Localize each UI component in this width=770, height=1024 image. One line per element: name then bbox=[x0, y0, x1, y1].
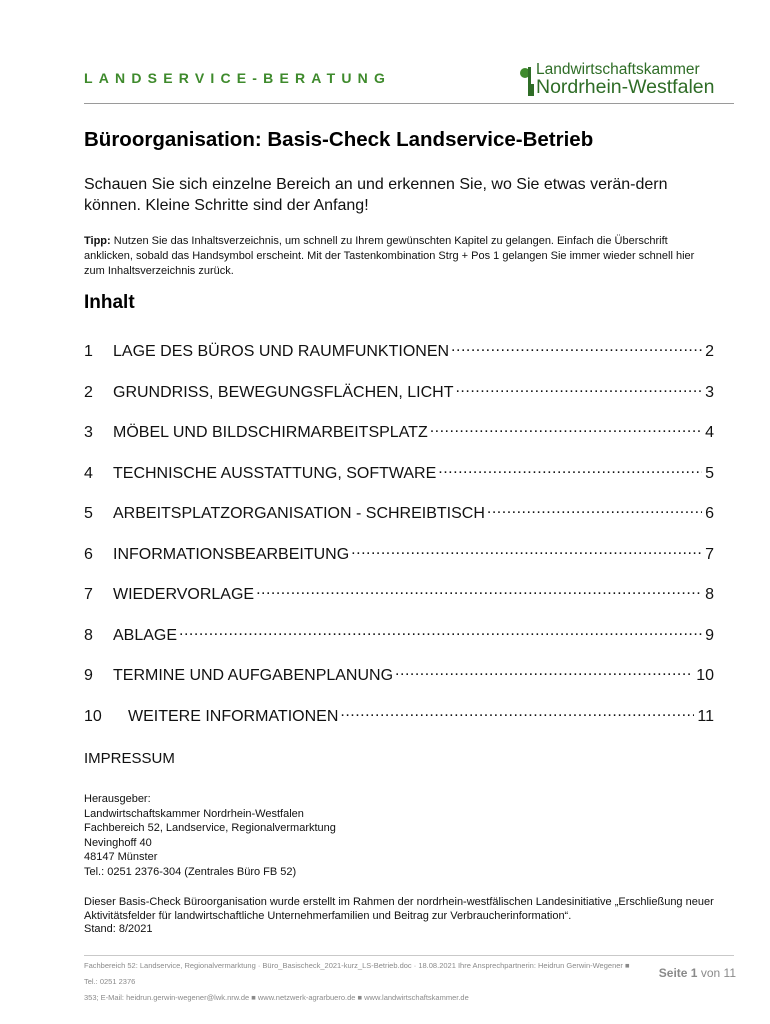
page-total: 11 bbox=[723, 966, 736, 980]
toc-dot-leader bbox=[487, 500, 702, 518]
toc-entry-number: 2 bbox=[84, 383, 93, 401]
header-title: LANDSERVICE-BERATUNG bbox=[84, 70, 392, 86]
toc-entry-label: MÖBEL UND BILDSCHIRMARBEITSPLATZ bbox=[113, 424, 428, 441]
toc-entry-label: TECHNISCHE AUSSTATTUNG, SOFTWARE bbox=[113, 464, 437, 482]
toc-entry-label: WEITERE INFORMATIONEN bbox=[128, 707, 339, 725]
toc-entry-page: 2 bbox=[705, 343, 714, 360]
toc-entry-3[interactable] bbox=[84, 419, 714, 441]
toc-entry-number: 3 bbox=[84, 424, 93, 441]
publisher-line: Landwirtschaftskammer Nordrhein-Westfalen bbox=[84, 807, 304, 820]
toc-dot-leader bbox=[256, 581, 702, 599]
toc-entry-10[interactable] bbox=[84, 703, 714, 725]
toc-entry-number: 8 bbox=[84, 626, 93, 644]
toc-dot-leader bbox=[179, 622, 702, 640]
toc-entry-page: 5 bbox=[705, 464, 714, 482]
toc-entry-9[interactable] bbox=[84, 662, 714, 684]
toc-entry-number: 6 bbox=[84, 545, 93, 563]
toc-entry-page: 6 bbox=[705, 505, 714, 522]
toc-dot-leader bbox=[395, 662, 693, 680]
initiative-note-text: Dieser Basis-Check Büroorganisation wurde erstellt im Rahmen der nordrhein-westfälischen Landesinitiative „Erschließung neuer Aktivitätsfelder für landwirtschaftliche Unternehmerfamilien und Beitrag zur Verbraucherinformation“. bbox=[84, 896, 714, 922]
document-title: Büroorganisation: Basis-Check Landservice-Betrieb bbox=[84, 128, 594, 151]
toc-entry-page: 7 bbox=[705, 545, 714, 563]
toc-entry-page: 9 bbox=[705, 626, 714, 644]
publisher-line: Nevinghoff 40 bbox=[84, 836, 152, 849]
toc-entry-number: 5 bbox=[84, 505, 93, 522]
toc-dot-leader bbox=[351, 541, 702, 559]
toc-entry-page: 8 bbox=[705, 586, 714, 603]
toc-entry-page: 3 bbox=[705, 383, 714, 401]
toc-entry-label: LAGE DES BÜROS UND RAUMFUNKTIONEN bbox=[113, 343, 450, 360]
initiative-note bbox=[84, 896, 714, 937]
tip-paragraph bbox=[84, 234, 714, 280]
toc-dot-leader bbox=[455, 379, 702, 397]
tip-label: Tipp: bbox=[84, 235, 111, 247]
toc-entry-number: 9 bbox=[84, 667, 93, 684]
header-divider bbox=[84, 103, 734, 104]
toc-entry-5[interactable] bbox=[84, 500, 714, 522]
toc-entry-label: ABLAGE bbox=[113, 626, 178, 644]
toc-entry-label: TERMINE UND AUFGABENPLANUNG bbox=[113, 667, 394, 684]
page-separator: von bbox=[700, 966, 721, 980]
publisher-line: 48147 Münster bbox=[84, 851, 158, 864]
footer-line: 353; E-Mail: heidrun.gerwin-wegener@lwk.nrw.de ■ www.netzwerk-agrarbuero.de ■ www.landwirtschaftskammer.de bbox=[84, 993, 469, 1002]
toc-dot-leader bbox=[438, 460, 702, 478]
logo-text-line2: Nordrhein-Westfalen bbox=[536, 76, 715, 98]
toc-entry-label: GRUNDRISS, BEWEGUNGSFLÄCHEN, LICHT bbox=[113, 383, 454, 401]
toc-entry-label: ARBEITSPLATZORGANISATION - SCHREIBTISCH bbox=[113, 505, 485, 522]
toc-dot-leader bbox=[451, 338, 702, 356]
toc-entry-page: 10 bbox=[696, 667, 714, 684]
toc-dot-leader bbox=[430, 419, 702, 437]
impressum-heading: IMPRESSUM bbox=[84, 750, 175, 767]
toc-entry-7[interactable] bbox=[84, 581, 714, 603]
logo-text-line1: Landwirtschaftskammer bbox=[536, 61, 700, 78]
footer-contact bbox=[84, 958, 644, 1006]
toc-entry-number: 10 bbox=[84, 707, 102, 725]
toc-entry-page: 11 bbox=[697, 707, 714, 725]
page-current: 1 bbox=[690, 966, 698, 980]
toc-entry-number: 1 bbox=[84, 343, 93, 360]
tree-icon bbox=[520, 64, 536, 98]
toc-entry-6[interactable] bbox=[84, 541, 714, 563]
stand-date: Stand: 8/2021 bbox=[84, 923, 153, 936]
footer-line: Fachbereich 52: Landservice, Regionalvermarktung · Büro_Basischeck_2021-kurz_LS-Betrieb.doc · 18.08.2021 Ihre Ansprechpartnerin: Heidrun Gerwin-Wegener ■ Tel.: 0251 2376 bbox=[84, 961, 630, 986]
toc-entry-2[interactable] bbox=[84, 379, 714, 401]
publisher-block bbox=[84, 792, 484, 880]
lwk-logo bbox=[520, 60, 740, 100]
toc-entry-4[interactable] bbox=[84, 460, 714, 482]
toc-entry-number: 7 bbox=[84, 586, 93, 603]
publisher-line: Fachbereich 52, Landservice, Regionalvermarktung bbox=[84, 822, 336, 835]
publisher-line: Tel.: 0251 2376-304 (Zentrales Büro FB 52) bbox=[84, 865, 297, 878]
toc-entry-label: WIEDERVORLAGE bbox=[113, 586, 255, 603]
intro-text: Schauen Sie sich einzelne Bereich an und erkennen Sie, wo Sie etwas verän-dern können. Kleine Schritte sind der Anfang! bbox=[84, 176, 668, 214]
footer-divider bbox=[84, 955, 734, 956]
tip-text: Nutzen Sie das Inhaltsverzeichnis, um schnell zu Ihrem gewünschten Kapitel zu gelangen. Einfach die Überschrift anklicken, sobald das Handsymbol erscheint. Mit der Tastenkombination Strg + Pos 1 gelangen Sie immer wieder schnell hier zum Inhaltsverzeichnis zurück. bbox=[84, 235, 695, 278]
page-indicator bbox=[659, 966, 736, 980]
toc-entry-8[interactable] bbox=[84, 622, 714, 644]
publisher-line: Herausgeber: bbox=[84, 793, 151, 805]
toc-entry-label: INFORMATIONSBEARBEITUNG bbox=[113, 545, 350, 563]
page-label: Seite bbox=[658, 966, 688, 980]
toc-entry-1[interactable] bbox=[84, 338, 714, 360]
toc-heading: Inhalt bbox=[84, 292, 135, 313]
toc-entry-number: 4 bbox=[84, 464, 93, 482]
toc-dot-leader bbox=[340, 703, 694, 721]
toc-entry-page: 4 bbox=[705, 424, 714, 441]
